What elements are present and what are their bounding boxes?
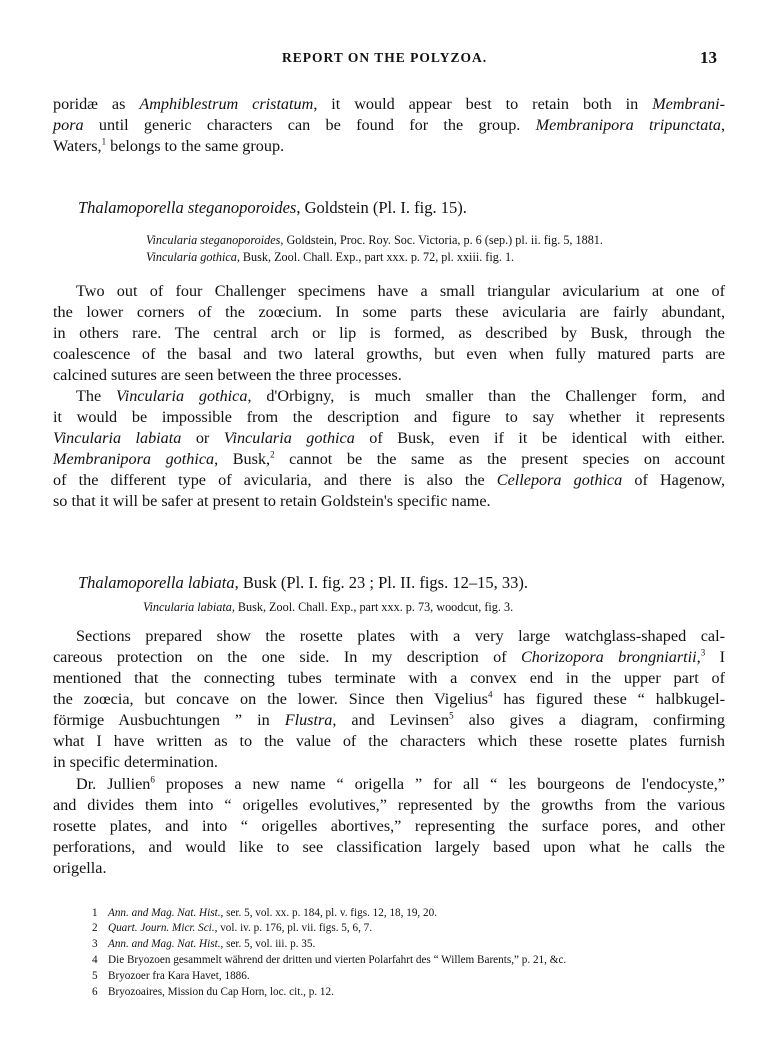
paragraph-vincularia-gothica — [53, 386, 725, 512]
synonym-line: Vincularia labiata, Busk, Zool. Chall. Exp., part xxx. p. 73, woodcut, fig. 3. — [143, 600, 514, 614]
synonym-line: Vincularia steganoporoides, Goldstein, Proc. Roy. Soc. Victoria, p. 6 (sep.) pl. ii. fig. 5, 1881. — [146, 233, 603, 247]
text-line: the zoœcia, but concave on the lower. Since then Vigelius$^4$ has figured these “ halbkugel- — [53, 689, 725, 708]
footnote: 4 Die Bryozoen gesammelt während der dritten und vierten Polarfahrt des “ Willem Barents,” p. 21, &c. — [92, 954, 567, 966]
text-line: poridæ as Amphiblestrum cristatum, it would appear best to retain both in Membrani- — [53, 95, 726, 113]
text-line: of the different type of avicularia, and there is also the Cellepora gothica of Hagenow, — [53, 471, 726, 489]
text-line: mentioned that the connecting tubes terminate with a convex end in the upper part of — [53, 669, 725, 687]
text-line: the lower corners of the zoœcium. In some parts these avicularia are fairly abundant, — [53, 303, 725, 321]
footnote: 5 Bryozoer fra Kara Havet, 1886. — [92, 970, 250, 982]
footnote: 1 Ann. and Mag. Nat. Hist., ser. 5, vol. xx. p. 184, pl. v. figs. 12, 18, 19, 20. — [92, 907, 437, 919]
text-line: Dr. Jullien$^6$ proposes a new name “ origella ” for all “ les bourgeons de l'endocyste,” — [76, 774, 725, 793]
text-line: calcined sutures are seen between the three processes. — [53, 366, 402, 384]
text-line: The Vincularia gothica, d'Orbigny, is much smaller than the Challenger form, and — [76, 387, 725, 405]
paragraph-avicularia — [53, 281, 725, 386]
running-head — [0, 48, 776, 70]
text-line: careous protection on the one side. In my description of Chorizopora brongniartii,$^3$ I — [53, 647, 725, 666]
footnote: 3 Ann. and Mag. Nat. Hist., ser. 5, vol. iii. p. 35. — [92, 938, 316, 950]
paragraph-origella — [53, 774, 725, 879]
species-heading-steganoporoides: Thalamoporella steganoporoides, Goldstein (Pl. I. fig. 15). — [78, 198, 467, 217]
text-line: and divides them into “ origelles evolutives,” represented by the growths from the various — [53, 796, 725, 814]
footnote: 6 Bryozoaires, Mission du Cap Horn, loc. cit., p. 12. — [92, 986, 334, 998]
text-line: Two out of four Challenger specimens have a small triangular avicularium at one of — [76, 282, 725, 300]
text-line: it would be impossible from the description and figure to say whether it represents — [53, 408, 725, 426]
species-heading-labiata: Thalamoporella labiata, Busk (Pl. I. fig. 23 ; Pl. II. figs. 12–15, 33). — [78, 573, 528, 592]
text-line: rosette plates, and into “ origelles abortives,” representing the surface pores, and other — [53, 817, 725, 835]
synonym-line: Vincularia gothica, Busk, Zool. Chall. Exp., part xxx. p. 72, pl. xxiii. fig. 1. — [146, 250, 515, 264]
text-line: förmige Ausbuchtungen ” in Flustra, and Levinsen$^5$ also gives a diagram, confirming — [53, 710, 725, 729]
text-line: in others rare. The central arch or lip is formed, as described by Busk, through the — [53, 324, 725, 342]
text-line: origella. — [53, 859, 107, 877]
intro-paragraph — [53, 94, 725, 157]
text-line: so that it will be safer at present to retain Goldstein's specific name. — [53, 492, 491, 510]
text-line: coalescence of the basal and two lateral growths, but even when fully matured parts are — [53, 345, 725, 363]
text-line: Membranipora gothica, Busk,$^2$ cannot be the same as the present species on account — [53, 449, 725, 468]
text-line: in specific determination. — [53, 753, 218, 771]
text-line: perforations, and would like to see classification largely based upon what he calls the — [53, 838, 725, 856]
text-line: Waters,$^1$ belongs to the same group. — [53, 136, 285, 155]
running-title: REPORT ON THE POLYZOA. — [282, 50, 488, 65]
text-line: pora until generic characters can be found for the group. Membranipora tripunctata, — [53, 116, 725, 134]
text-line: what I have written as to the value of the characters which these rosette plates furnish — [53, 732, 725, 750]
text-line: Sections prepared show the rosette plates with a very large watchglass-shaped cal- — [76, 627, 725, 645]
page-number: 13 — [700, 48, 717, 67]
paragraph-rosette-plates — [53, 626, 725, 773]
text-line: Vincularia labiata or Vincularia gothica of Busk, even if it be identical with either. — [53, 429, 726, 447]
footnote: 2 Quart. Journ. Micr. Sci., vol. iv. p. 176, pl. vii. figs. 5, 6, 7. — [92, 922, 373, 934]
